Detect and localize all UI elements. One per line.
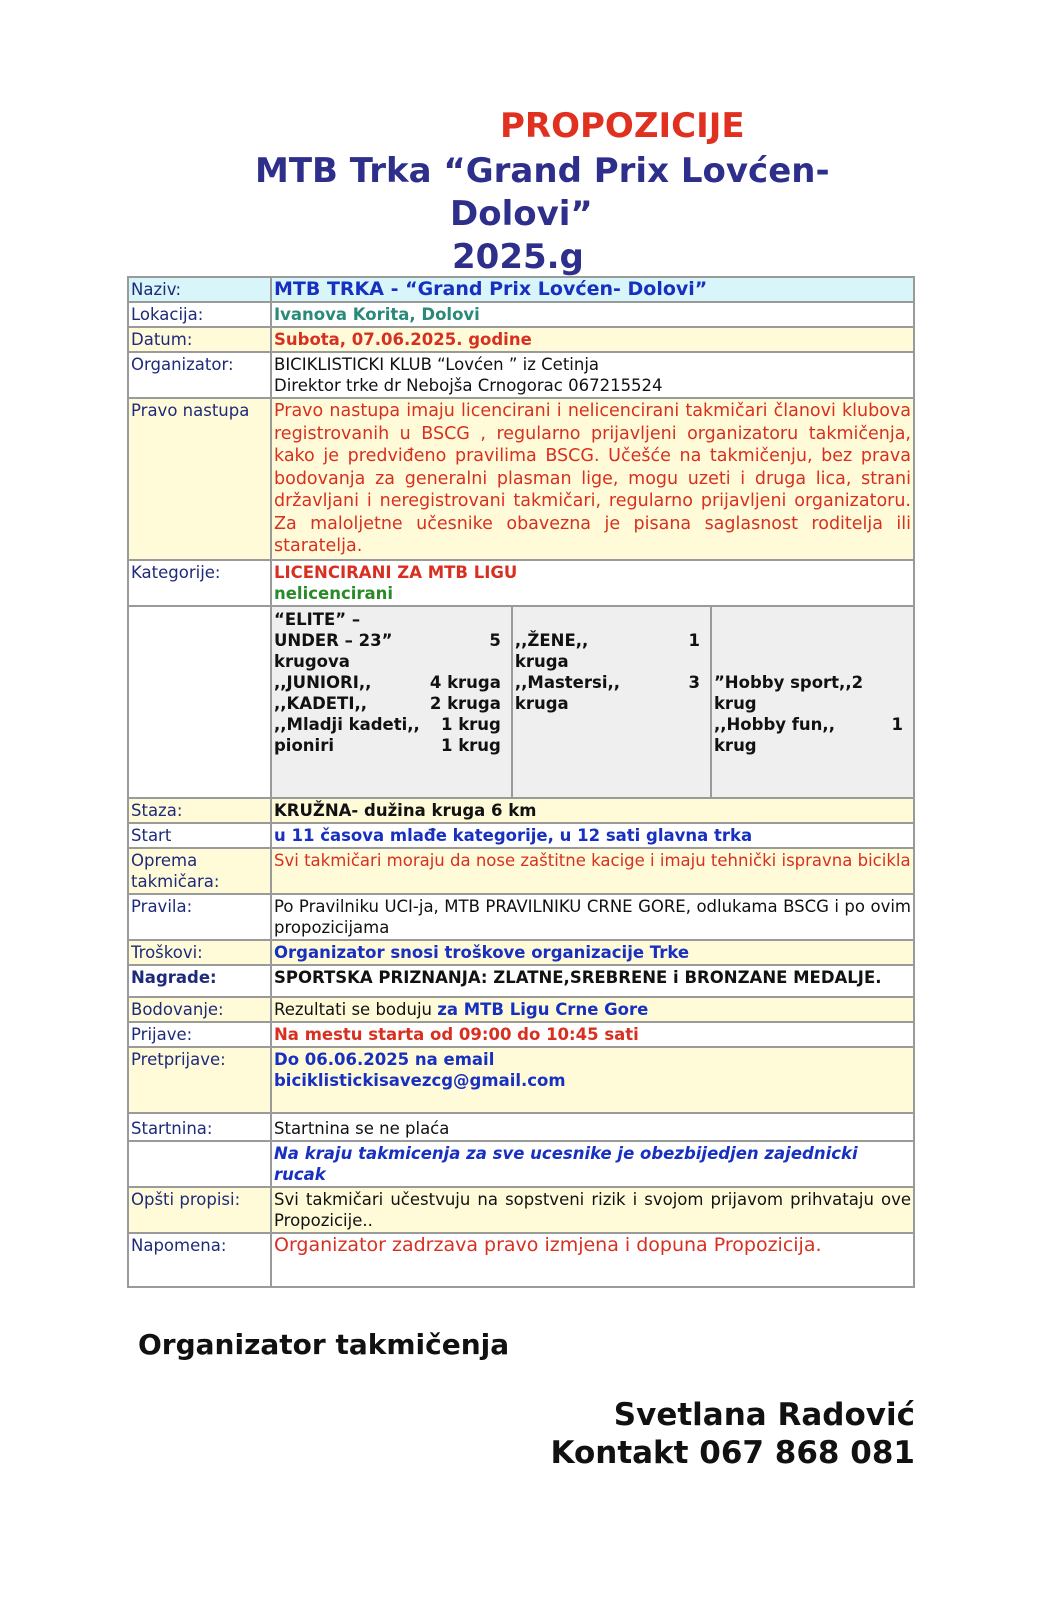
value-pretprijave-email: biciklistickisavezcg@gmail.com xyxy=(274,1070,566,1090)
row-organizator xyxy=(128,352,914,398)
contact-block xyxy=(550,1396,915,1472)
category-name: ,,ŽENE,, xyxy=(514,630,589,650)
label-start: Start xyxy=(128,823,271,848)
row-prijave xyxy=(128,1022,914,1047)
category-item xyxy=(714,672,911,693)
category-laps: 1 krug xyxy=(440,714,501,734)
value-prijave: Na mestu starta od 09:00 do 10:45 sati xyxy=(274,1024,639,1044)
category-item xyxy=(714,693,911,714)
row-napomena xyxy=(128,1233,914,1287)
value-organizator-director: Direktor trke dr Nebojša Crnogorac 067215524 xyxy=(274,376,663,395)
category-laps: 5 xyxy=(489,630,501,650)
contact-phone: Kontakt 067 868 081 xyxy=(550,1435,915,1471)
category-name: krugova xyxy=(274,651,350,671)
label-startnina: Startnina: xyxy=(128,1113,271,1141)
category-name: ,,JUNIORI,, xyxy=(274,672,372,692)
categories-grid xyxy=(272,607,913,797)
categories-col-1 xyxy=(272,607,513,797)
label-nagrade: Nagrade: xyxy=(128,965,271,997)
value-nagrade: SPORTSKA PRIZNANJA: ZLATNE,SREBRENE i BRONZANE MEDALJE. xyxy=(271,965,914,997)
row-naziv xyxy=(128,277,914,302)
label-napomena: Napomena: xyxy=(128,1233,271,1287)
category-laps: 1 krug xyxy=(440,735,501,755)
category-item xyxy=(274,693,509,714)
row-nagrade xyxy=(128,965,914,997)
category-name: ,,Mastersi,, xyxy=(514,672,621,692)
row-troskovi xyxy=(128,940,914,965)
categories-col-3 xyxy=(712,607,913,797)
value-naziv: MTB TRKA - “Grand Prix Lovćen- Dolovi” xyxy=(274,278,708,300)
row-lokacija xyxy=(128,302,914,327)
category-laps: 4 kruga xyxy=(429,672,501,692)
category-name: “ELITE” – xyxy=(274,609,361,629)
propositions-table xyxy=(127,276,915,1288)
row-pravila xyxy=(128,894,914,940)
organizer-label: Organizator takmičenja xyxy=(138,1328,510,1361)
category-laps xyxy=(903,693,911,714)
row-pravo xyxy=(128,398,914,560)
value-pravo: Pravo nastupa imaju licencirani i nelicencirani takmičari članovi klubova registrovanih u BSCG , regularno prijavljeni organizatoru takmičenja, kako je predviđeno pravilima BSCG. Učešće na takmičenju, bez prava bodovanja za generalni plasman lige, mogu uzeti i druga lica, strani državljani i neregistrovani takmičari, regularno prijavljeni organizatoru. Za maloljetne učesnike obavezna je pisana saglasnost roditelja ili staratelja. xyxy=(271,398,914,560)
row-startnina xyxy=(128,1113,914,1141)
category-laps: 1 xyxy=(891,714,903,734)
value-lokacija: Ivanova Korita, Dolovi xyxy=(274,305,480,324)
category-laps xyxy=(903,735,911,756)
row-kategorije xyxy=(128,560,914,606)
category-laps: 1 xyxy=(688,630,700,650)
label-prijave: Prijave: xyxy=(128,1022,271,1047)
event-title-line1: MTB Trka “Grand Prix Lovćen- xyxy=(255,151,830,191)
value-bodovanje-league: za MTB Ligu Crne Gore xyxy=(437,999,649,1019)
label-pravila: Pravila: xyxy=(128,894,271,940)
row-oprema xyxy=(128,848,914,894)
category-item xyxy=(714,714,911,735)
category-item xyxy=(515,651,708,672)
row-bodovanje xyxy=(128,997,914,1022)
row-opsti xyxy=(128,1187,914,1233)
value-staza: KRUŽNA- dužina kruga 6 km xyxy=(274,800,537,820)
label-bodovanje: Bodovanje: xyxy=(128,997,271,1022)
category-laps: 3 xyxy=(688,672,700,692)
categories-col-2 xyxy=(513,607,712,797)
category-name: kruga xyxy=(514,693,569,713)
category-laps xyxy=(501,609,509,630)
category-name: ,,Hobby fun,, xyxy=(713,714,835,734)
event-title-line3: 2025.g xyxy=(452,237,584,277)
value-bodovanje-text: Rezultati se boduju xyxy=(274,999,438,1019)
event-title-line2: Dolovi” xyxy=(450,194,593,234)
category-item xyxy=(515,693,708,714)
category-name: pioniri xyxy=(274,735,334,755)
label-lokacija: Lokacija: xyxy=(128,302,271,327)
value-opsti: Svi takmičari učestvuju na sopstveni rizik i svojom prijavom prihvataju ove Propozicije.. xyxy=(271,1187,914,1233)
label-organizator: Organizator: xyxy=(128,352,271,398)
value-start: u 11 časova mlađe kategorije, u 12 sati glavna trka xyxy=(274,825,753,845)
category-laps xyxy=(700,693,708,714)
label-kategorije: Kategorije: xyxy=(128,560,271,606)
value-pravila: Po Pravilniku UCI-ja, MTB PRAVILNIKU CRNE GORE, odlukama BSCG i po ovim propozicijama xyxy=(271,894,914,940)
value-startnina: Startnina se ne plaća xyxy=(271,1113,914,1141)
label-naziv: Naziv: xyxy=(128,277,271,302)
row-staza xyxy=(128,798,914,823)
category-item xyxy=(274,609,509,630)
label-datum: Datum: xyxy=(128,327,271,352)
category-item xyxy=(274,630,509,651)
row-categories-grid xyxy=(128,606,914,798)
category-name: krug xyxy=(713,693,757,713)
category-laps xyxy=(700,651,708,672)
value-organizator-club: BICIKLISTICKI KLUB “Lovćen ” iz Cetinja xyxy=(274,355,600,374)
value-oprema: Svi takmičari moraju da nose zaštitne kacige i imaju tehnički ispravna bicikla xyxy=(271,848,914,894)
row-rucak xyxy=(128,1141,914,1187)
value-rucak: Na kraju takmicenja za sve ucesnike je obezbijedjen zajednicki rucak xyxy=(274,1143,858,1184)
value-napomena: Organizator zadrzava pravo izmjena i dopuna Propozicija. xyxy=(274,1233,822,1256)
category-laps xyxy=(903,672,911,693)
category-item xyxy=(274,714,509,735)
value-troskovi: Organizator snosi troškove organizacije Trke xyxy=(274,942,690,962)
label-opsti: Opšti propisi: xyxy=(128,1187,271,1233)
contact-name: Svetlana Radović xyxy=(613,1397,915,1433)
category-item xyxy=(274,651,509,672)
event-title xyxy=(255,150,875,279)
category-name: UNDER – 23” xyxy=(274,630,393,650)
value-nelicencirani: nelicencirani xyxy=(274,583,394,603)
category-name: krug xyxy=(713,735,757,755)
category-item xyxy=(274,672,509,693)
value-pretprijave-date: Do 06.06.2025 na email xyxy=(274,1049,495,1069)
category-name: kruga xyxy=(514,651,569,671)
value-datum: Subota, 07.06.2025. godine xyxy=(274,330,532,349)
label-staza: Staza: xyxy=(128,798,271,823)
category-item xyxy=(515,672,708,693)
row-start xyxy=(128,823,914,848)
doc-title: PROPOZICIJE xyxy=(500,106,745,146)
category-name: ”Hobby sport,,2 xyxy=(713,672,864,692)
category-laps: 2 kruga xyxy=(429,693,501,713)
label-pravo: Pravo nastupa xyxy=(128,398,271,560)
category-name: ,,KADETI,, xyxy=(274,693,367,713)
category-item xyxy=(714,735,911,756)
row-datum xyxy=(128,327,914,352)
category-item xyxy=(274,735,509,756)
row-pretprijave xyxy=(128,1047,914,1113)
value-licencirani: LICENCIRANI ZA MTB LIGU xyxy=(274,562,518,582)
category-name: ,,Mladji kadeti,, xyxy=(274,714,420,734)
category-item xyxy=(515,630,708,651)
label-oprema: Oprema takmičara: xyxy=(128,848,271,894)
category-laps xyxy=(501,651,509,672)
label-troskovi: Troškovi: xyxy=(128,940,271,965)
label-pretprijave: Pretprijave: xyxy=(128,1047,271,1113)
